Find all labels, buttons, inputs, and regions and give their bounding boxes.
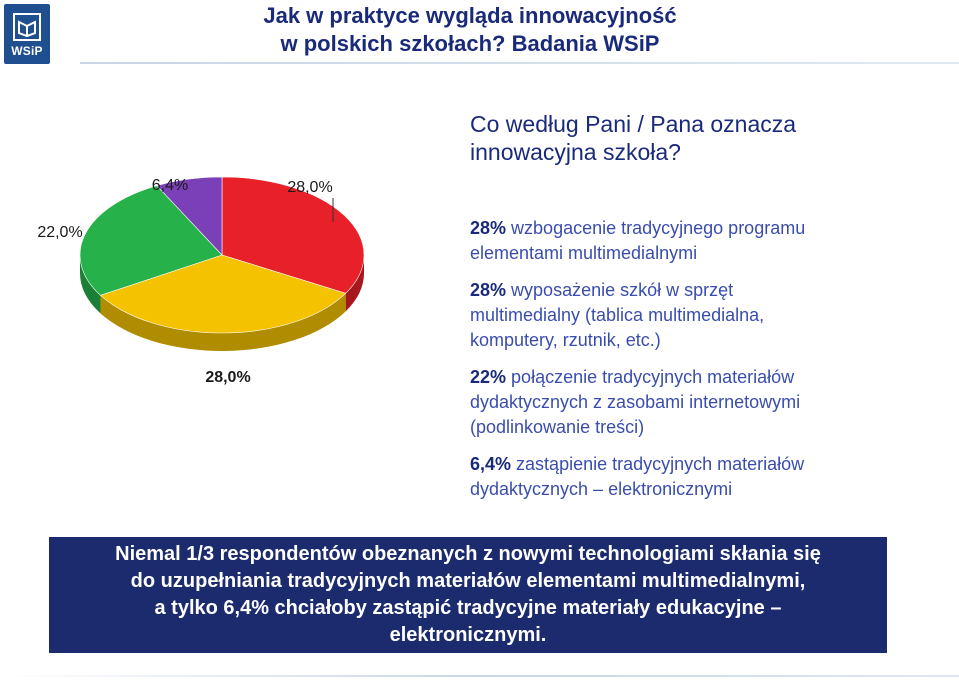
answer-percent: 22% <box>470 367 507 387</box>
answer-text: elementami multimedialnymi <box>470 243 698 263</box>
page-title-line-1: Jak w praktyce wygląda innowacyjność <box>263 3 677 28</box>
answer-item <box>470 452 940 502</box>
answer-text: wzbogacenie tradycyjnego programu <box>511 218 806 238</box>
answers-list <box>470 216 940 514</box>
answer-percent: 28% <box>470 218 507 238</box>
answer-percent: 6,4% <box>470 454 512 474</box>
answer-text: multimedialny (tablica multimedialna, <box>470 305 765 325</box>
summary-line: do uzupełniania tradycyjnych materiałów elementami multimedialnymi, <box>130 570 806 592</box>
question-heading <box>470 110 930 166</box>
answer-item <box>470 365 940 440</box>
answer-text: (podlinkowanie treści) <box>470 417 645 437</box>
question-line-1: Co według Pani / Pana oznacza <box>470 111 797 137</box>
wsip-logo <box>4 4 50 64</box>
summary-line: a tylko 6,4% chciałoby zastąpić tradycyjne materiały edukacyjne – <box>154 597 782 619</box>
pie-chart <box>0 160 440 400</box>
summary-banner <box>49 537 887 653</box>
summary-line: elektronicznymi. <box>389 624 547 646</box>
pie-label: 28,0% <box>287 179 333 196</box>
title-divider <box>80 62 959 64</box>
answer-text: dydaktycznych – elektronicznymi <box>470 479 733 499</box>
bottom-divider <box>0 675 959 677</box>
answer-text: komputery, rzutnik, etc.) <box>470 330 661 350</box>
summary-text <box>115 541 821 649</box>
page-title <box>170 2 770 58</box>
answer-text: wyposażenie szkół w sprzęt <box>511 280 734 300</box>
answer-text: dydaktycznych z zasobami internetowymi <box>470 392 801 412</box>
answer-text: zastąpienie tradycyjnych materiałów <box>516 454 805 474</box>
pie-label: 22,0% <box>37 224 83 241</box>
answer-percent: 28% <box>470 280 507 300</box>
pie-label: 28,0% <box>205 369 251 386</box>
summary-line: Niemal 1/3 respondentów obeznanych z nowymi technologiami skłania się <box>115 543 821 565</box>
logo-text: WSiP <box>11 44 43 58</box>
answer-text: połączenie tradycyjnych materiałów <box>511 367 795 387</box>
answer-item <box>470 216 940 266</box>
wsip-book-icon <box>13 13 41 41</box>
page-title-line-2: w polskich szkołach? Badania WSiP <box>280 31 660 56</box>
answer-item <box>470 278 940 353</box>
question-line-2: innowacyjna szkoła? <box>470 139 681 165</box>
pie-label: 6,4% <box>151 177 189 194</box>
